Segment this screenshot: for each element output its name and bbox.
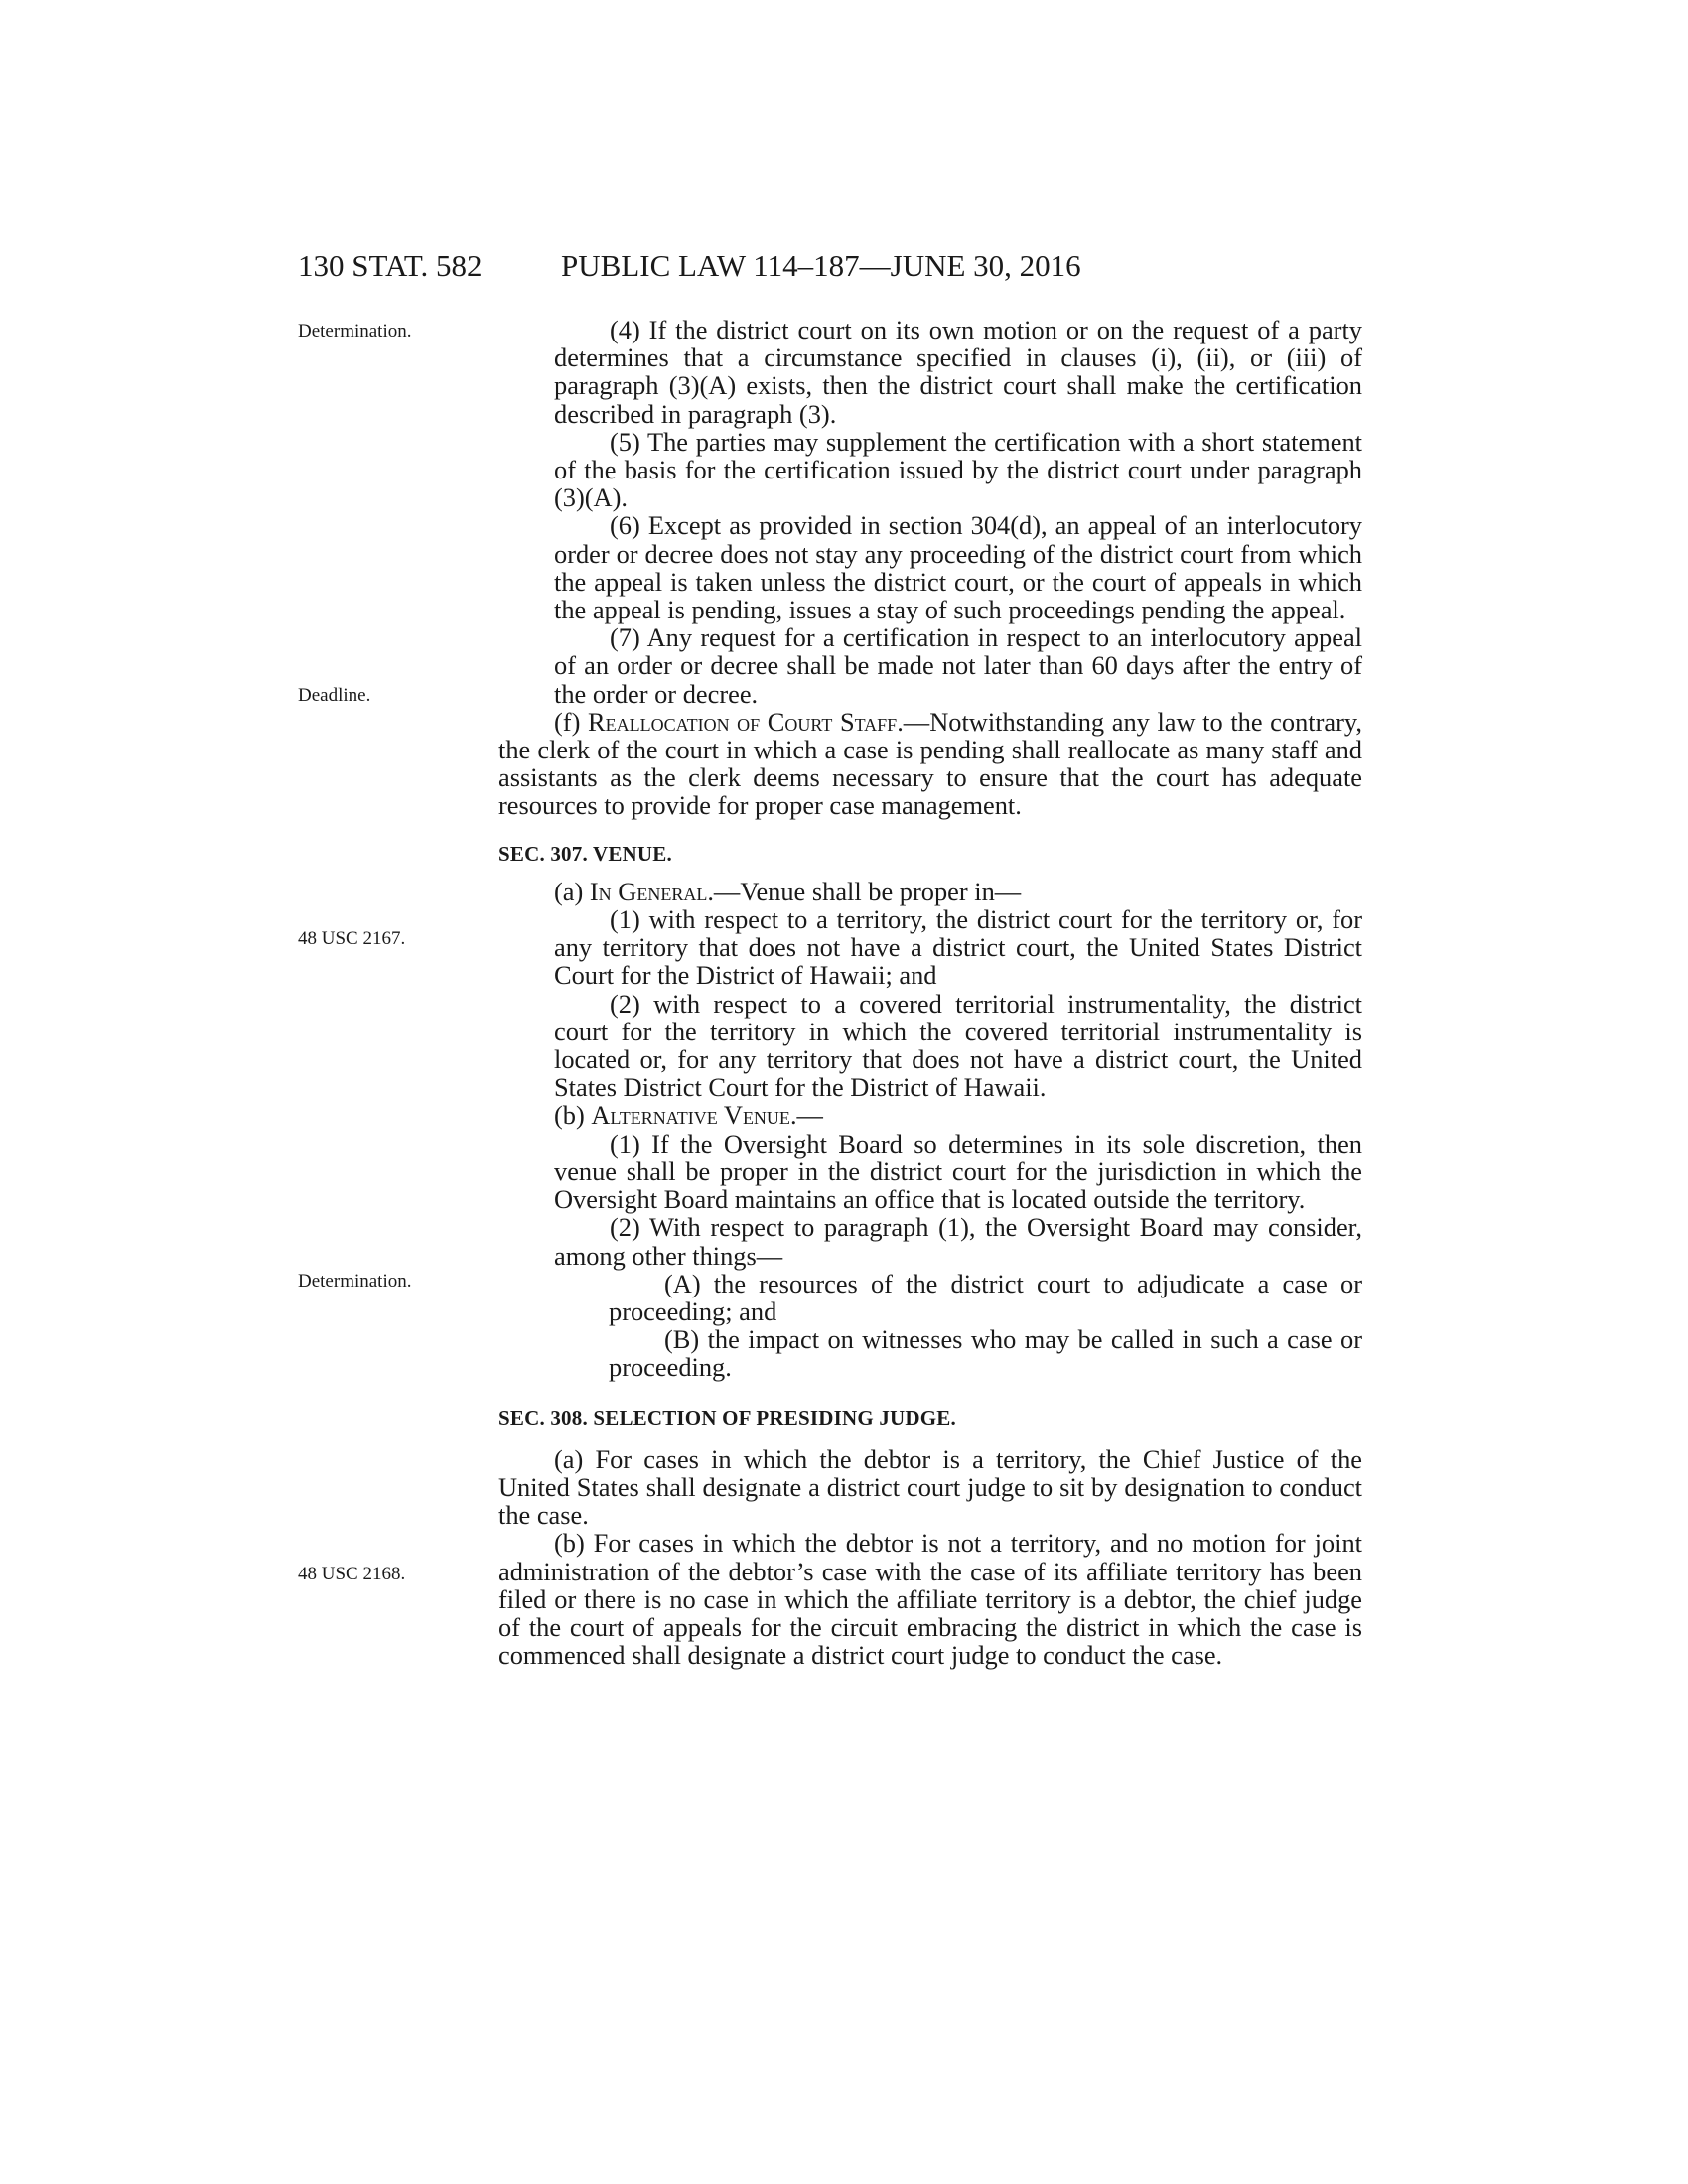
- section-307-a-2: (2) with respect to a covered territorial instrumentality, the district court for the territory in which the covered territorial instrumentality is located or, for any territory that does not have a district court, the United States District Court for the District of Hawaii.: [554, 988, 1362, 1103]
- paragraph-5: (5) The parties may supplement the certification with a short statement of the basis for the certification issued by the district court under paragraph (3)(A).: [554, 426, 1362, 513]
- margin-note-usc-2168: 48 USC 2168.: [298, 1564, 406, 1584]
- section-307-b-heading: Alternative Venue: [591, 1100, 790, 1131]
- section-307-b-prefix: (b): [554, 1100, 592, 1131]
- paragraph-7: (7) Any request for a certification in respect to an interlocutory appeal of an order or decree shall be made not later than 60 days after the entry of the order or decree.: [554, 622, 1362, 709]
- section-308-b: (b) For cases in which the debtor is not a territory, and no motion for joint administration of the debtor’s case with the case of its affiliate territory has been filed or there is no case in which the affiliate territory is a debtor, the chief judge of the court of appeals for the circuit embracing the district in which the case is commenced shall designate a district court judge to conduct the case.: [498, 1528, 1362, 1671]
- subsection-f-prefix: (f): [554, 706, 588, 737]
- section-307-b: [498, 1101, 1362, 1129]
- margin-note-determination-2: Determination.: [298, 1271, 412, 1292]
- page-header-title: PUBLIC LAW 114–187—JUNE 30, 2016: [561, 248, 1081, 283]
- margin-note-deadline: Deadline.: [298, 685, 371, 706]
- section-307-heading: SEC. 307. VENUE.: [498, 841, 672, 866]
- paragraph-6: (6) Except as provided in section 304(d), an appeal of an interlocutory order or decree does not stay any proceeding of the district court from which the appeal is taken unless the district court, or the court of appeals in which the appeal is pending, issues a stay of such proceedings pending the appeal.: [554, 510, 1362, 625]
- section-308-a: (a) For cases in which the debtor is a territory, the Chief Justice of the United States shall designate a district court judge to sit by designation to conduct the case.: [498, 1443, 1362, 1531]
- body-text-column: [498, 316, 1362, 1669]
- section-307-a-1: (1) with respect to a territory, the district court for the territory or, for any territory that does not have a district court, the United States District Court for the District of Hawaii; and: [554, 904, 1362, 991]
- section-307-b-text: .—: [789, 1100, 823, 1131]
- subsection-f-heading: Reallocation of Court Staff: [587, 706, 898, 737]
- section-307-b-1: (1) If the Oversight Board so determines in its sole discretion, then venue shall be proper in the district court for the jurisdiction in which the Oversight Board maintains an office that is located outside the territory.: [554, 1128, 1362, 1215]
- section-307-b-2-B: (B) the impact on witnesses who may be called in such a case or proceeding.: [609, 1324, 1362, 1383]
- margin-note-determination-1: Determination.: [298, 321, 412, 341]
- section-307-a: [498, 878, 1362, 905]
- page-header-stat: 130 STAT. 582: [298, 248, 483, 283]
- section-307-a-prefix: (a): [554, 876, 590, 906]
- section-307-b-2-A: (A) the resources of the district court to adjudicate a case or proceeding; and: [609, 1268, 1362, 1326]
- subsection-f-text: .—Notwithstanding any law to the contrary, the clerk of the court in which a case is pending shall reallocate as many staff and assistants as the clerk deems necessary to ensure that the court has adequate resources to provide for proper case management.: [498, 706, 1362, 821]
- section-307-a-text: .—Venue shall be proper in—: [707, 876, 1022, 906]
- section-308-heading: SEC. 308. SELECTION OF PRESIDING JUDGE.: [498, 1405, 956, 1430]
- section-307-a-heading: In General: [589, 876, 708, 906]
- section-307-b-2: (2) With respect to paragraph (1), the Oversight Board may consider, among other things—: [554, 1212, 1362, 1271]
- subsection-f: [498, 708, 1362, 820]
- margin-note-usc-2167: 48 USC 2167.: [298, 928, 406, 949]
- paragraph-4: (4) If the district court on its own motion or on the request of a party determines that a circumstance specified in clauses (i), (ii), or (iii) of paragraph (3)(A) exists, then the district court shall make the certification described in paragraph (3).: [554, 315, 1362, 429]
